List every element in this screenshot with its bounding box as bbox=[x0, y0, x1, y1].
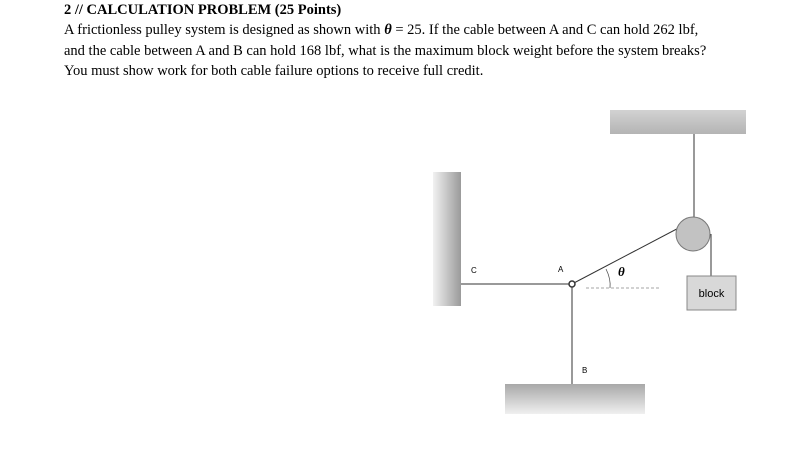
cable-a-pulley bbox=[572, 222, 690, 284]
floor bbox=[505, 384, 645, 414]
problem-line-3: You must show work for both cable failure options to receive full credit. bbox=[64, 63, 484, 79]
label-theta: θ bbox=[618, 264, 625, 279]
label-a: A bbox=[558, 265, 564, 274]
problem-heading: 2 // CALCULATION PROBLEM (25 Points) bbox=[64, 2, 342, 18]
theta-symbol: θ bbox=[384, 22, 392, 38]
problem-line-1-post: = 25. If the cable between A and C can hold 262 lbf, bbox=[391, 22, 699, 38]
problem-line-2: and the cable between A and B can hold 168 lbf, what is the maximum block weight before the system breaks? bbox=[64, 42, 707, 59]
joint-a bbox=[569, 281, 575, 287]
label-c: C bbox=[471, 266, 477, 275]
problem-line-1-pre: A frictionless pulley system is designed as shown with bbox=[64, 22, 385, 38]
ceiling bbox=[610, 110, 746, 134]
label-block: block bbox=[698, 288, 725, 300]
label-b: B bbox=[582, 366, 588, 375]
left-wall bbox=[433, 172, 461, 306]
angle-arc bbox=[606, 269, 610, 288]
pulley bbox=[676, 217, 710, 251]
